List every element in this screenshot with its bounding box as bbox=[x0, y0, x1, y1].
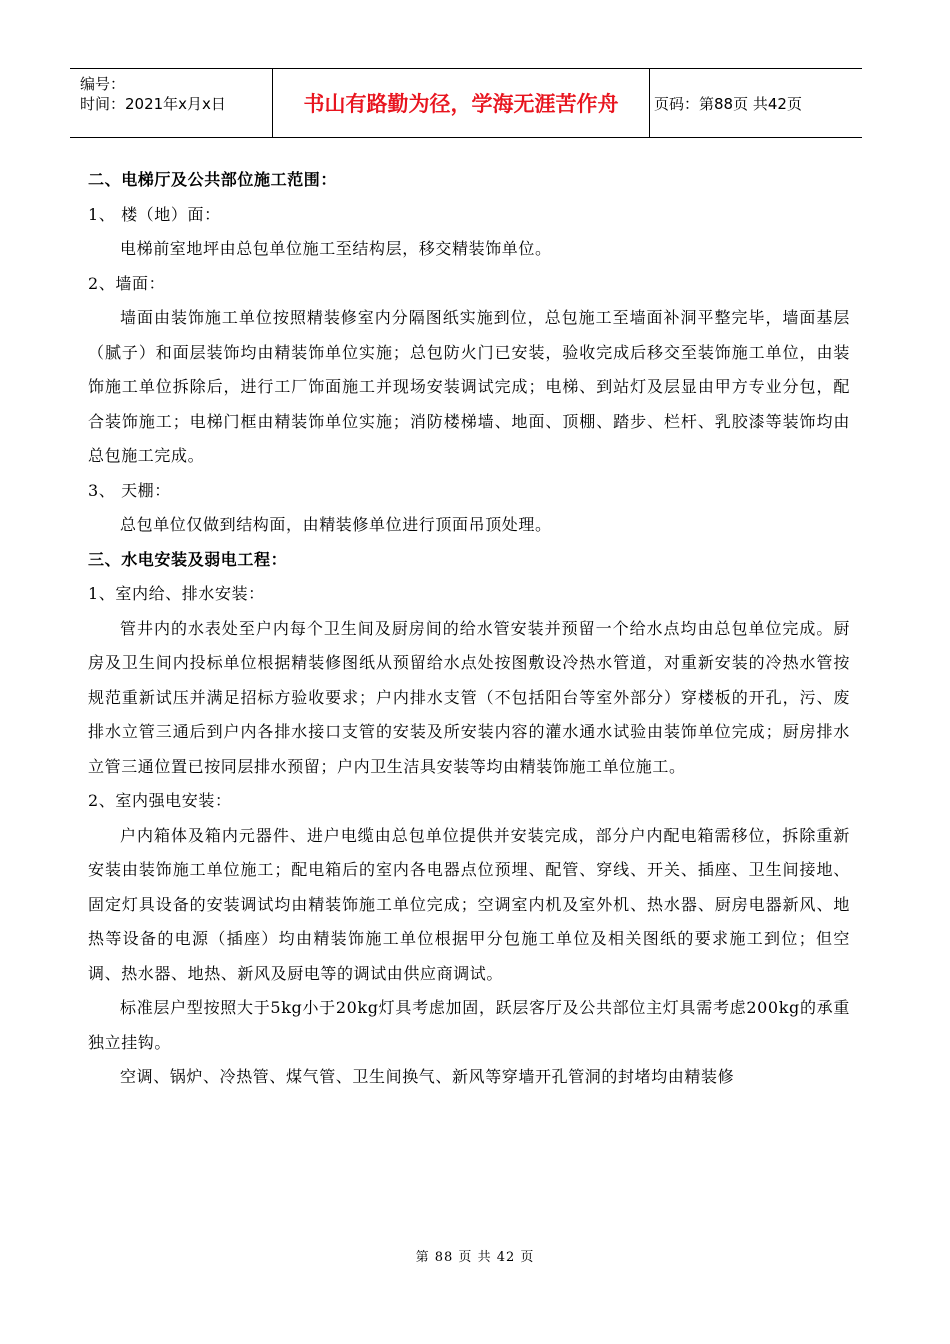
subsection-heading: 2、室内强电安装： bbox=[88, 791, 232, 810]
header-table bbox=[70, 68, 862, 138]
section-heading: 三、水电安装及弱电工程： bbox=[88, 549, 288, 569]
time-label: 时间：2021年x月x日 bbox=[80, 95, 226, 113]
page-label: 页码：第88页 共42页 bbox=[654, 94, 802, 113]
subsection-heading: 1、 楼（地）面： bbox=[88, 204, 221, 224]
subsection-heading: 2、墙面： bbox=[88, 273, 166, 293]
subsection-heading: 1、室内给、排水安装： bbox=[88, 584, 265, 603]
page-footer: 第 88 页 共 42 页 bbox=[415, 1250, 535, 1265]
body-paragraph: 标准层户型按照大于5kg小于20kg灯具考虑加固，跃层客厅及公共部位主灯具需考虑200kg的承重独立挂钩。 bbox=[88, 998, 850, 1052]
document-body bbox=[88, 163, 850, 1095]
body-paragraph: 管井内的水表处至户内每个卫生间及厨房间的给水管安装并预留一个给水点均由总包单位完成。厨房及卫生间内投标单位根据精装修图纸从预留给水点处按图敷设冷热水管道，对重新安装的冷热水管按规范重新试压并满足招标方验收要求；户内排水支管（不包括阳台等室外部分）穿楼板的开孔，污、废排水立管三通后到户内各排水接口支管的安装及所安装内容的灌水通水试验由装饰单位完成；厨房排水立管三通位置已按同层排水预留；户内卫生洁具安装等均由精装饰施工单位施工。 bbox=[88, 618, 850, 776]
header-left-cell bbox=[70, 69, 272, 137]
motto: 书山有路勤为径，学海无涯苦作舟 bbox=[272, 69, 650, 137]
code-label: 编号： bbox=[80, 75, 126, 93]
body-paragraph: 户内箱体及箱内元器件、进户电缆由总包单位提供并安装完成，部分户内配电箱需移位，拆除重新安装由装饰施工单位施工；配电箱后的室内各电器点位预埋、配管、穿线、开关、插座、卫生间接地、固定灯具设备的安装调试均由精装饰施工单位完成；空调室内机及室外机、热水器、厨房电器新风、地热等设备的电源（插座）均由精装饰施工单位根据甲分包施工单位及相关图纸的要求施工到位；但空调、热水器、地热、新风及厨电等的调试由供应商调试。 bbox=[88, 825, 850, 983]
body-paragraph: 空调、锅炉、冷热管、煤气管、卫生间换气、新风等穿墙开孔管洞的封堵均由精装修 bbox=[120, 1067, 735, 1086]
body-paragraph: 墙面由装饰施工单位按照精装修室内分隔图纸实施到位，总包施工至墙面补洞平整完毕，墙面基层（腻子）和面层装饰均由精装饰单位实施；总包防火门已安装，验收完成后移交至装饰施工单位，由装饰施工单位拆除后，进行工厂饰面施工并现场安装调试完成；电梯、到站灯及层显由甲方专业分包，配合装饰施工；电梯门框由精装饰单位实施；消防楼梯墙、地面、顶棚、踏步、栏杆、乳胶漆等装饰均由总包施工完成。 bbox=[88, 308, 850, 465]
subsection-heading: 3、 天棚： bbox=[88, 480, 171, 500]
body-paragraph: 电梯前室地坪由总包单位施工至结构层，移交精装饰单位。 bbox=[120, 239, 552, 258]
section-heading: 二、电梯厅及公共部位施工范围： bbox=[88, 170, 338, 189]
body-paragraph: 总包单位仅做到结构面，由精装修单位进行顶面吊顶处理。 bbox=[120, 515, 552, 534]
